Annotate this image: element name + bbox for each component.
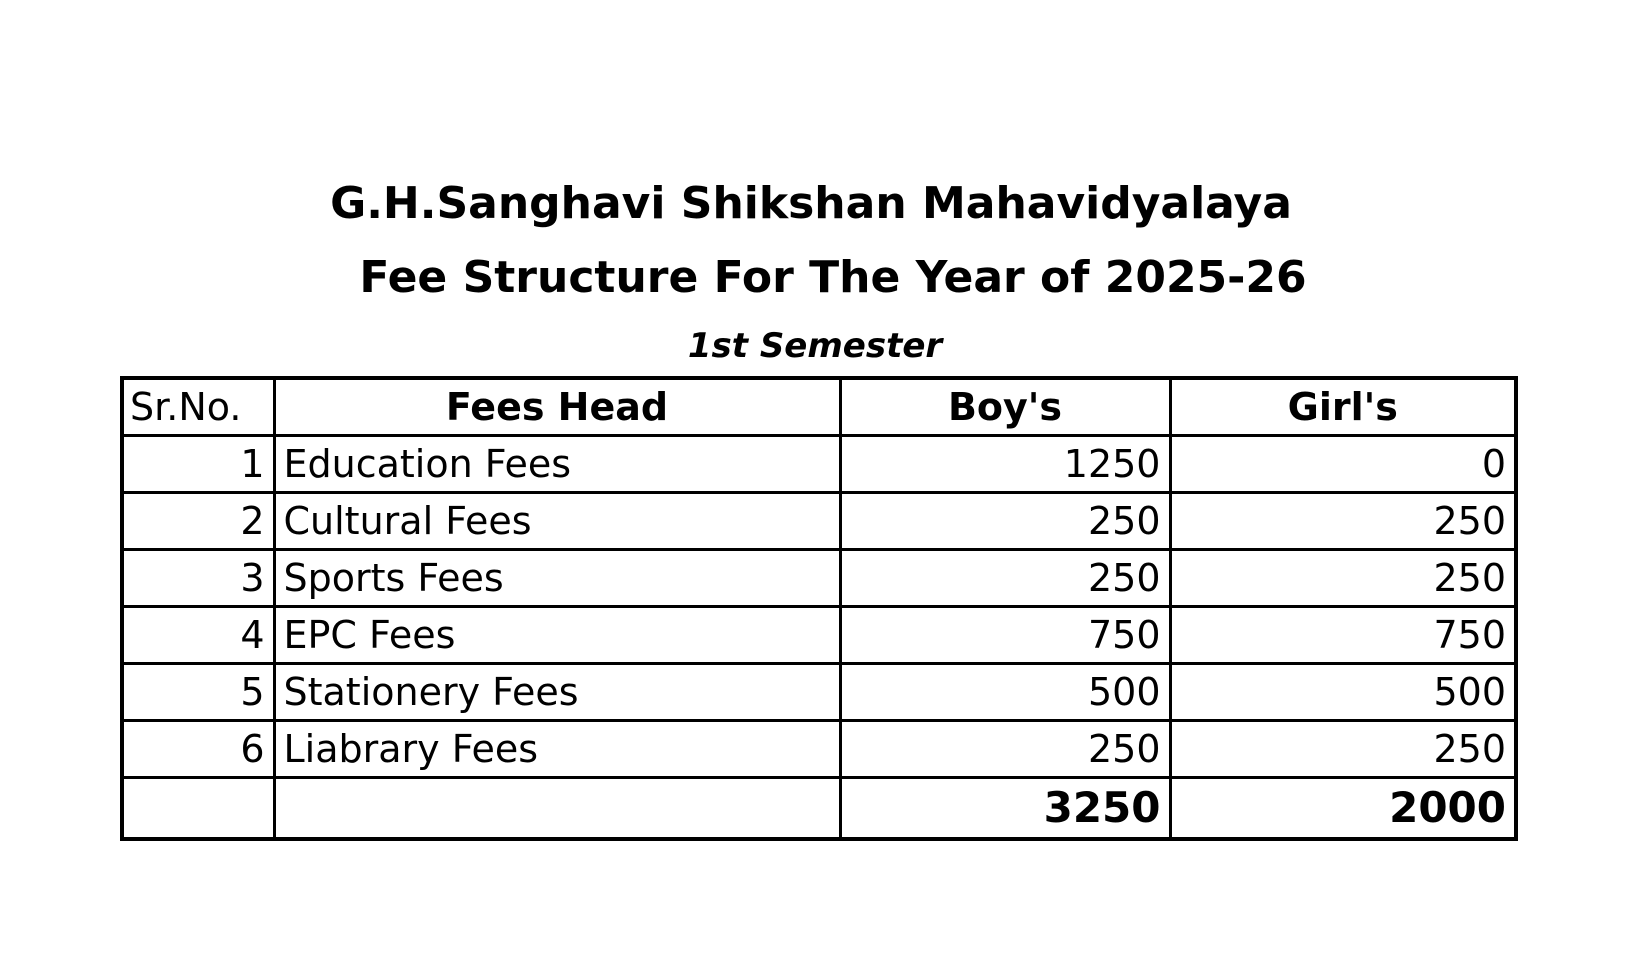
column-header-fees-head: Fees Head <box>274 378 840 436</box>
total-girls-amount: 2000 <box>1170 778 1516 840</box>
cell-fees-head: Education Fees <box>274 436 840 493</box>
table-header-row <box>122 378 1516 436</box>
cell-boys-amount: 250 <box>840 493 1170 550</box>
cell-boys-amount: 500 <box>840 664 1170 721</box>
cell-girls-amount: 250 <box>1170 721 1516 778</box>
total-boys-amount: 3250 <box>840 778 1170 840</box>
cell-fees-head: Cultural Fees <box>274 493 840 550</box>
cell-girls-amount: 0 <box>1170 436 1516 493</box>
column-header-girls: Girl's <box>1170 378 1516 436</box>
cell-fees-head: Stationery Fees <box>274 664 840 721</box>
cell-boys-amount: 1250 <box>840 436 1170 493</box>
column-header-boys: Boy's <box>840 378 1170 436</box>
total-row <box>122 778 1516 840</box>
cell-girls-amount: 750 <box>1170 607 1516 664</box>
semester-subtitle: 1st Semester <box>687 326 943 366</box>
cell-boys-amount: 250 <box>840 550 1170 607</box>
table-row <box>122 607 1516 664</box>
table-row <box>122 721 1516 778</box>
cell-sr-no: 2 <box>122 493 274 550</box>
column-header-sr-no: Sr.No. <box>122 378 274 436</box>
table-row <box>122 550 1516 607</box>
total-head-cell <box>274 778 840 840</box>
cell-boys-amount: 250 <box>840 721 1170 778</box>
cell-sr-no: 4 <box>122 607 274 664</box>
cell-boys-amount: 750 <box>840 607 1170 664</box>
cell-sr-no: 1 <box>122 436 274 493</box>
table-row <box>122 436 1516 493</box>
cell-sr-no: 5 <box>122 664 274 721</box>
cell-fees-head: Liabrary Fees <box>274 721 840 778</box>
table-row <box>122 664 1516 721</box>
fee-table <box>120 376 1518 841</box>
cell-sr-no: 3 <box>122 550 274 607</box>
cell-fees-head: EPC Fees <box>274 607 840 664</box>
cell-sr-no: 6 <box>122 721 274 778</box>
cell-fees-head: Sports Fees <box>274 550 840 607</box>
total-sr-cell <box>122 778 274 840</box>
cell-girls-amount: 500 <box>1170 664 1516 721</box>
cell-girls-amount: 250 <box>1170 550 1516 607</box>
fee-structure-title: Fee Structure For The Year of 2025-26 <box>359 252 1307 303</box>
institution-title: G.H.Sanghavi Shikshan Mahavidyalaya <box>330 178 1292 229</box>
cell-girls-amount: 250 <box>1170 493 1516 550</box>
table-row <box>122 493 1516 550</box>
